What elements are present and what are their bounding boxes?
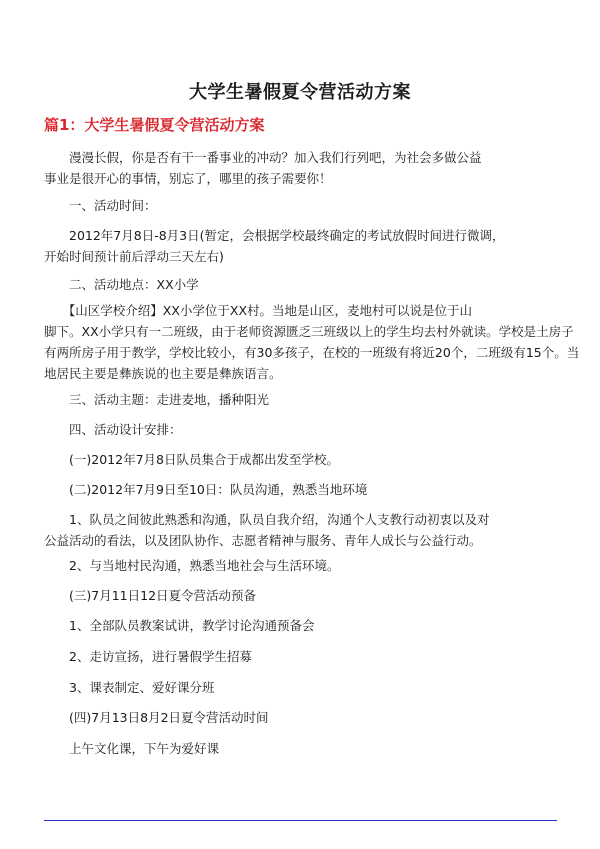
paragraph-activity-location [44,274,564,295]
paragraph-schedule-1 [44,449,564,470]
paragraph-schedule-3-detail-2 [44,646,564,667]
paragraph-line: 【山区学校介绍】XX小学位于XX村。当地是山区，麦地村可以说是位于山 [44,303,473,318]
paragraph-schedule-3-detail-1 [44,615,564,636]
paragraph-line: 有两所房子用于教学，学校比较小，有30多孩子，在校的一班级有将近20个，二班级有15个。当 [44,345,580,360]
paragraph-school-intro [44,300,580,384]
document-title: 大学生暑假夏令营活动方案 [189,82,411,103]
paragraph-line: 地居民主要是彝族说的也主要是彝族语言。 [44,366,282,381]
paragraph-line: 公益活动的看法，以及团队协作、志愿者精神与服务、青年人成长与公益行动。 [44,533,482,548]
paragraph-line: (四)7月13日8月2日夏令营活动时间 [44,710,269,725]
paragraph-schedule-2-detail-1 [44,509,564,551]
paragraph-activity-time [44,225,564,267]
paragraph-line: 2012年7月8日-8月3日(暂定，会根据学校最终确定的考试放假时间进行微调， [44,228,505,243]
paragraph-activity-time-heading [44,195,564,216]
paragraph-line: (三)7月11日12日夏令营活动预备 [44,588,257,603]
paragraph-line: (二)2012年7月9日至10日：队员沟通，熟悉当地环境 [44,482,368,497]
paragraph-line: 脚下。XX小学只有一二班级，由于老师资源匮乏三班级以上的学生均去村外就读。学校是土房子 [44,324,574,339]
paragraph-line: (一)2012年7月8日队员集合于成都出发至学校。 [44,452,339,467]
paragraph-line: 2、走访宣扬，进行暑假学生招募 [44,649,252,664]
paragraph-line: 漫漫长假，你是否有干一番事业的冲动？加入我们行列吧，为社会多做公益 [44,150,482,165]
paragraph-activity-theme [44,389,564,410]
paragraph-line: 二、活动地点：XX小学 [44,277,199,292]
paragraph-line: 四、活动设计安排： [44,422,182,437]
paragraph-schedule-2 [44,479,564,500]
paragraph-line: 1、全部队员教案试讲，教学讨论沟通预备会 [44,618,315,633]
paragraph-line: 1、队员之间彼此熟悉和沟通，队员自我介绍，沟通个人支教行动初衷以及对 [44,512,490,527]
paragraph-line: 2、与当地村民沟通，熟悉当地社会与生活环境。 [44,558,340,573]
footer-divider [44,820,557,821]
paragraph-line: 一、活动时间： [44,198,157,213]
paragraph-schedule-4-detail [44,738,564,759]
paragraph-schedule-3-detail-3 [44,677,564,698]
paragraph-schedule-4 [44,707,564,728]
paragraph-line: 开始时间预计前后浮动三天左右) [44,249,224,264]
paragraph-intro [44,147,564,189]
paragraph-schedule-3 [44,585,564,606]
paragraph-line: 3、课表制定、爱好课分班 [44,680,215,695]
paragraph-line: 事业是很开心的事情，别忘了，哪里的孩子需要你！ [44,171,332,186]
paragraph-line: 三、活动主题：走进麦地，播种阳光 [44,392,270,407]
paragraph-design-heading [44,419,564,440]
paragraph-line: 上午文化课，下午为爱好课 [44,741,220,756]
section-heading: 篇1：大学生暑假夏令营活动方案 [44,116,265,134]
paragraph-schedule-2-detail-2 [44,555,564,576]
